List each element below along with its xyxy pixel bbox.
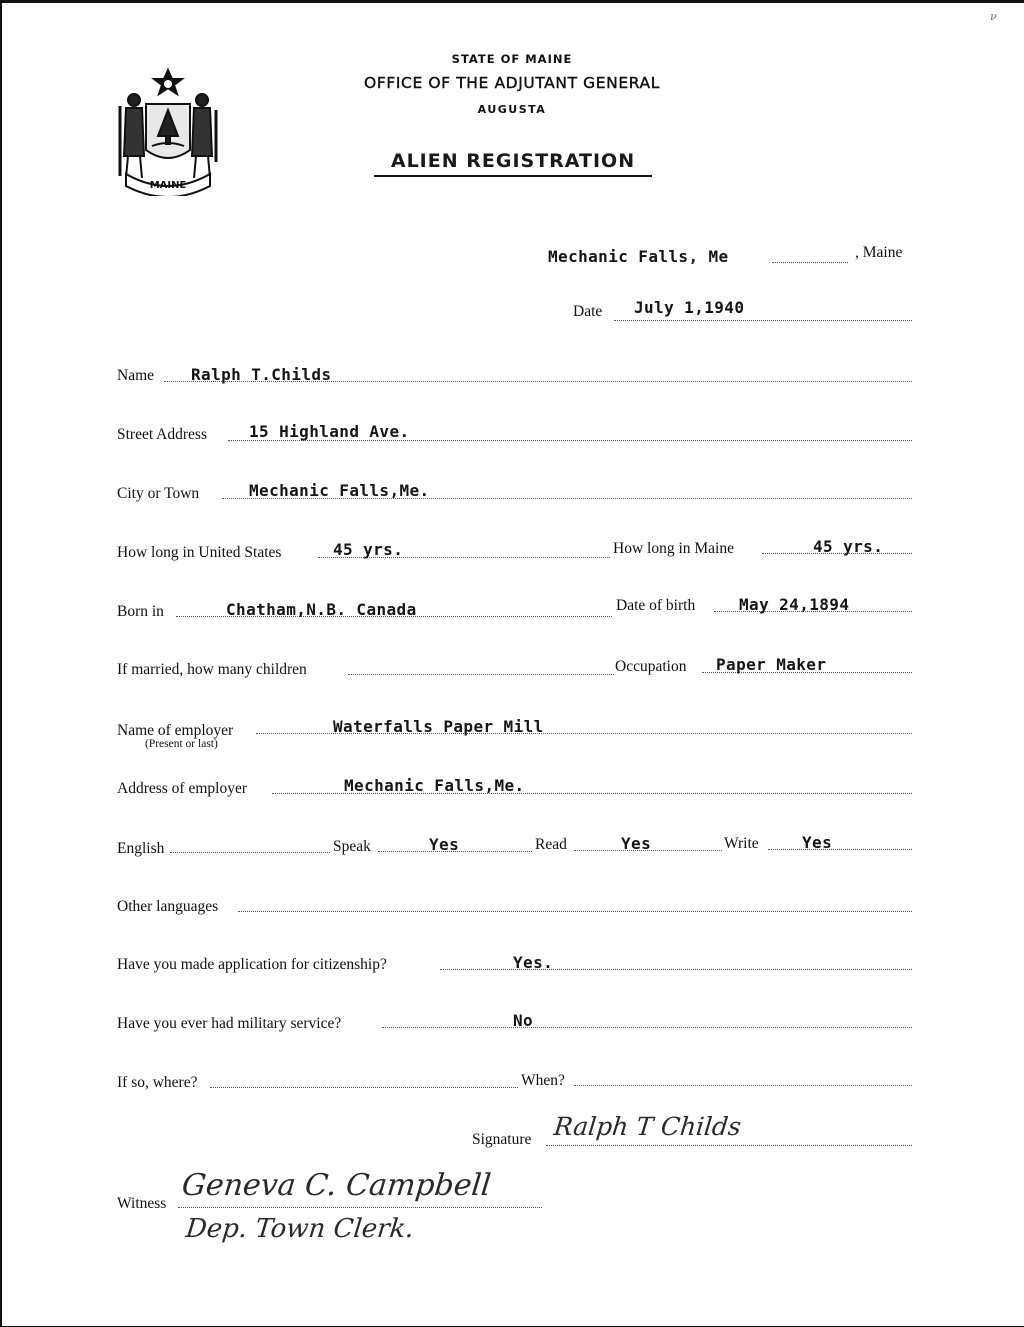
employer-address-value: Mechanic Falls,Me.: [344, 776, 525, 795]
occupation-value: Paper Maker: [716, 655, 827, 674]
write-line: [768, 849, 912, 850]
read-value: Yes: [621, 834, 652, 853]
signature-line: [546, 1145, 912, 1146]
witness-title-handwriting: Dep. Town Clerk.: [184, 1214, 416, 1244]
employer-label: Name of employer: [117, 722, 234, 739]
date-value: July 1,1940: [634, 298, 745, 317]
signature-label: Signature: [472, 1131, 532, 1148]
military-line: [382, 1027, 912, 1028]
header-office: OFFICE OF THE ADJUTANT GENERAL: [364, 74, 660, 92]
when-line: [574, 1085, 912, 1086]
read-label: Read: [535, 836, 567, 853]
citizenship-value: Yes.: [513, 953, 554, 972]
write-value: Yes: [802, 833, 833, 852]
where-label: If so, where?: [117, 1074, 198, 1091]
when-label: When?: [521, 1072, 565, 1089]
place-suffix-label: , Maine: [855, 244, 903, 261]
employer-value: Waterfalls Paper Mill: [333, 717, 544, 736]
date-label: Date: [573, 303, 603, 320]
speak-label: Speak: [333, 838, 371, 855]
header-state: STATE OF MAINE: [451, 52, 573, 66]
english-line: [170, 852, 330, 853]
employer-address-label: Address of employer: [117, 780, 247, 797]
dob-label: Date of birth: [616, 597, 696, 614]
citizenship-line: [440, 969, 912, 970]
born-in-label: Born in: [117, 603, 164, 620]
employer-sublabel: (Present or last): [145, 738, 218, 750]
children-label: If married, how many children: [117, 661, 307, 678]
city-value: Mechanic Falls,Me.: [249, 481, 430, 500]
children-line: [348, 674, 614, 675]
corner-mark: ν: [990, 10, 997, 23]
witness-label: Witness: [117, 1195, 167, 1212]
city-label: City or Town: [117, 485, 200, 502]
signature-handwriting: Ralph T Childs: [552, 1112, 743, 1141]
street-value: 15 Highland Ave.: [249, 422, 410, 441]
born-in-value: Chatham,N.B. Canada: [226, 600, 417, 619]
form-title: ALIEN REGISTRATION: [374, 150, 652, 177]
us-duration-value: 45 yrs.: [333, 540, 404, 559]
date-line: [614, 320, 912, 321]
speak-value: Yes: [429, 835, 460, 854]
place-line: [772, 262, 848, 263]
place-value: Mechanic Falls, Me: [548, 247, 729, 266]
military-label: Have you ever had military service?: [117, 1015, 342, 1032]
name-label: Name: [117, 367, 155, 384]
write-label: Write: [724, 835, 759, 852]
name-value: Ralph T.Childs: [191, 365, 332, 384]
military-value: No: [513, 1011, 534, 1030]
english-label: English: [117, 840, 165, 857]
street-label: Street Address: [117, 426, 207, 443]
other-languages-line: [238, 911, 912, 912]
seal-ribbon-text: MAINE: [149, 180, 187, 191]
citizenship-label: Have you made application for citizenship?: [117, 956, 387, 973]
maine-duration-label: How long in Maine: [613, 540, 734, 557]
witness-name-handwriting: Geneva C. Campbell: [180, 1168, 493, 1203]
witness-line: [178, 1207, 542, 1208]
maine-duration-value: 45 yrs.: [813, 537, 884, 556]
dob-value: May 24,1894: [739, 595, 850, 614]
occupation-label: Occupation: [615, 658, 687, 675]
us-duration-label: How long in United States: [117, 544, 282, 561]
header-city: AUGUSTA: [477, 103, 547, 116]
other-languages-label: Other languages: [117, 898, 219, 915]
where-line: [210, 1087, 518, 1088]
